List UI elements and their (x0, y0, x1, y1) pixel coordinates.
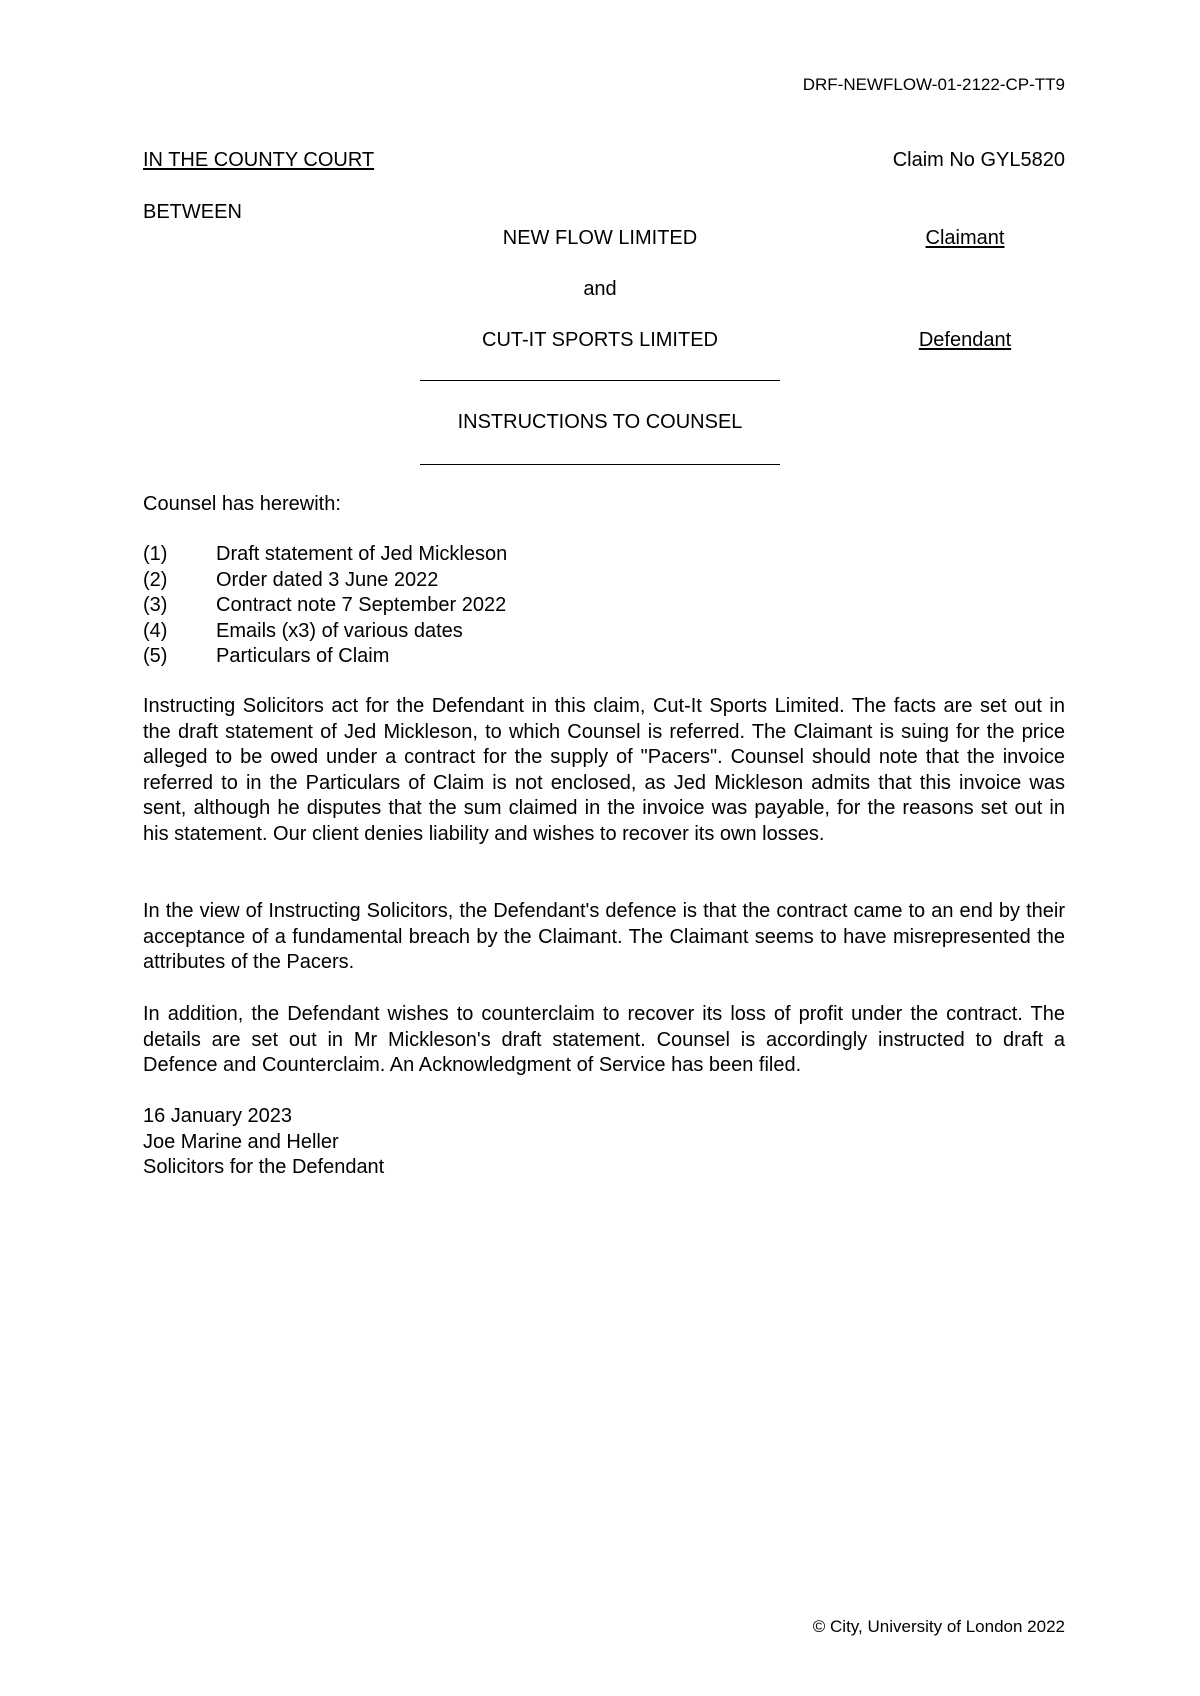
court-name: IN THE COUNTY COURT (143, 149, 375, 171)
title-bottom-rule (420, 464, 780, 465)
defendant-role: Defendant (918, 329, 1012, 351)
list-item (143, 542, 943, 568)
enclosure-number: (1) (143, 543, 168, 565)
between-label: BETWEEN (143, 201, 242, 223)
document-reference: DRF-NEWFLOW-01-2122-CP-TT9 (802, 75, 1065, 94)
list-item (143, 593, 943, 619)
title-top-rule (420, 380, 780, 381)
list-item (143, 644, 943, 670)
enclosures-intro: Counsel has herewith: (143, 493, 341, 515)
instructions-paragraph-defence: In the view of Instructing Solicitors, the Defendant's defence is that the contract came to an end by their acceptance of a fundamental breach by the Claimant. The Claimant seems to have misrepresented the attributes of the Pacers. (143, 900, 1065, 973)
claim-number: Claim No GYL5820 (892, 149, 1065, 171)
enclosure-text: Particulars of Claim (216, 645, 390, 667)
enclosure-text: Contract note 7 September 2022 (216, 594, 507, 616)
list-item (143, 568, 943, 594)
list-item (143, 619, 943, 645)
instructions-paragraph-facts: Instructing Solicitors act for the Defendant in this claim, Cut-It Sports Limited. The facts are set out in the draft statement of Jed Mickleson, to which Counsel is referred. The Claimant is suing for the price alleged to be owed under a contract for the supply of "Pacers". Counsel should note that the invoice referred to in the Particulars of Claim is not enclosed, as Jed Mickleson admits that this invoice was sent, although he disputes that the sum claimed in the invoice was payable, for the reasons set out in his statement. Our client denies liability and wishes to recover its own losses. (143, 695, 1065, 845)
enclosure-number: (2) (143, 568, 168, 591)
claimant-role: Claimant (925, 227, 1005, 249)
document-title: INSTRUCTIONS TO COUNSEL (457, 411, 743, 433)
signoff-block (143, 1104, 384, 1181)
enclosures-list (143, 542, 943, 670)
instructions-paragraph-counterclaim: In addition, the Defendant wishes to counterclaim to recover its loss of profit under the contract. The details are set out in Mr Mickleson's draft statement. Counsel is accordingly instructed to draft a Defence and Counterclaim. An Acknowledgment of Service has been filed. (143, 1003, 1065, 1076)
signoff-capacity: Solicitors for the Defendant (143, 1156, 385, 1178)
signoff-firm: Joe Marine and Heller (143, 1130, 339, 1153)
enclosure-number: (3) (143, 594, 168, 616)
enclosure-number: (4) (143, 619, 168, 642)
defendant-name: CUT-IT SPORTS LIMITED (482, 329, 718, 351)
enclosure-number: (5) (143, 645, 168, 667)
parties-conjunction: and (583, 278, 617, 300)
signoff-date: 16 January 2023 (143, 1105, 293, 1127)
copyright-footer: © City, University of London 2022 (812, 1617, 1065, 1636)
enclosure-text: Emails (x3) of various dates (216, 619, 463, 642)
enclosure-text: Draft statement of Jed Mickleson (216, 543, 508, 565)
enclosure-text: Order dated 3 June 2022 (216, 568, 439, 591)
claimant-name: NEW FLOW LIMITED (502, 227, 698, 249)
